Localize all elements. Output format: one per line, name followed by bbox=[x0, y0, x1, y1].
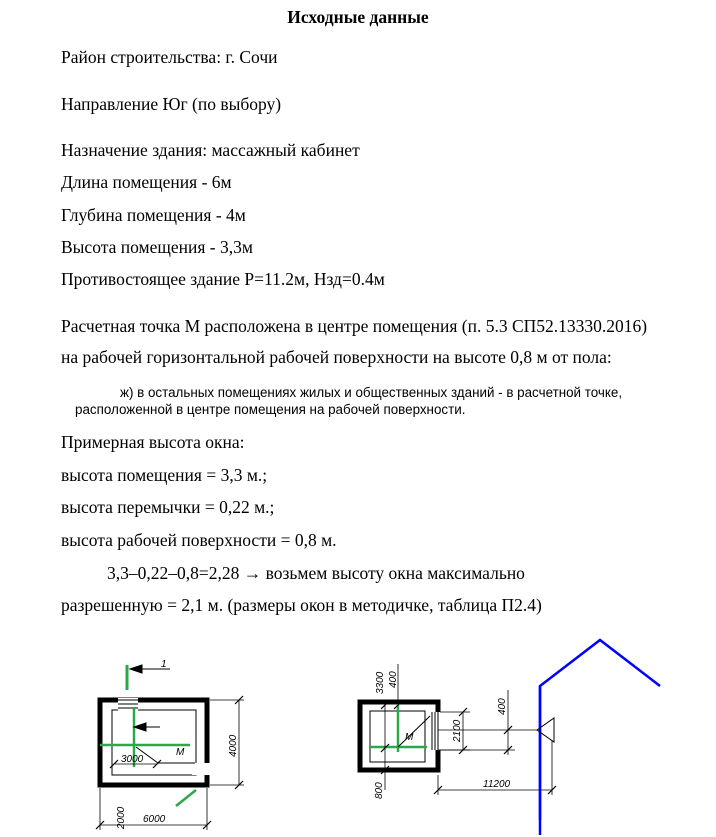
calc-point-line-1: Расчетная точка М расположена в центре помещения (п. 5.3 СП52.13330.2016) bbox=[61, 316, 648, 336]
opposite-building-line: Противостоящее здание P=11.2м, Нзд=0.4м bbox=[61, 269, 385, 289]
height-line: Высота помещения - 3,3м bbox=[61, 237, 253, 257]
plan-point-m-label: M bbox=[176, 747, 185, 758]
norm-quote-line-1: ж) в остальных помещениях жилых и общественных зданий - в расчетной точке, bbox=[120, 385, 623, 400]
plan-dim-4000: 4000 bbox=[228, 734, 239, 757]
plan-dim-2000: 2000 bbox=[116, 806, 127, 829]
section-point-m-label: M bbox=[405, 732, 414, 743]
section-dim-building-400: 400 bbox=[497, 698, 508, 715]
depth-line: Глубина помещения - 4м bbox=[61, 205, 246, 225]
section-dim-11200: 11200 bbox=[483, 779, 511, 790]
window-heading: Примерная высота окна: bbox=[61, 432, 245, 452]
direction-line: Направление Юг (по выбору) bbox=[61, 94, 282, 114]
section-dim-2100: 2100 bbox=[452, 719, 463, 742]
room-height-line: высота помещения = 3,3 м.; bbox=[61, 465, 268, 485]
purpose-line: Назначение здания: массажный кабинет bbox=[61, 140, 360, 160]
lintel-height-line: высота перемычки = 0,22 м.; bbox=[61, 497, 275, 517]
page-title: Исходные данные bbox=[287, 7, 429, 27]
plan-dim-3000: 3000 bbox=[121, 754, 144, 765]
district-line: Район строительства: г. Сочи bbox=[61, 47, 278, 67]
window-calc-line: 3,3–0,22–0,8=2,28 → возьмем высоту окна максимально bbox=[107, 563, 525, 583]
section-mark-label: 1 bbox=[161, 659, 167, 670]
norm-quote-line-2: расположенной в центре помещения на рабочей поверхности. bbox=[75, 402, 466, 417]
calc-point-line-2: на рабочей горизонтальной рабочей поверхности на высоте 0,8 м от пола: bbox=[61, 347, 612, 367]
section-dim-800: 800 bbox=[374, 782, 385, 799]
window-result-line: разрешенную = 2,1 м. (размеры окон в методичке, таблица П2.4) bbox=[61, 595, 542, 615]
section-dim-3300: 3300 bbox=[375, 671, 386, 694]
plan-dim-6000: 6000 bbox=[143, 814, 166, 825]
section-dim-400: 400 bbox=[388, 671, 399, 688]
length-line: Длина помещения - 6м bbox=[61, 172, 232, 192]
work-surface-line: высота рабочей поверхности = 0,8 м. bbox=[61, 530, 337, 550]
